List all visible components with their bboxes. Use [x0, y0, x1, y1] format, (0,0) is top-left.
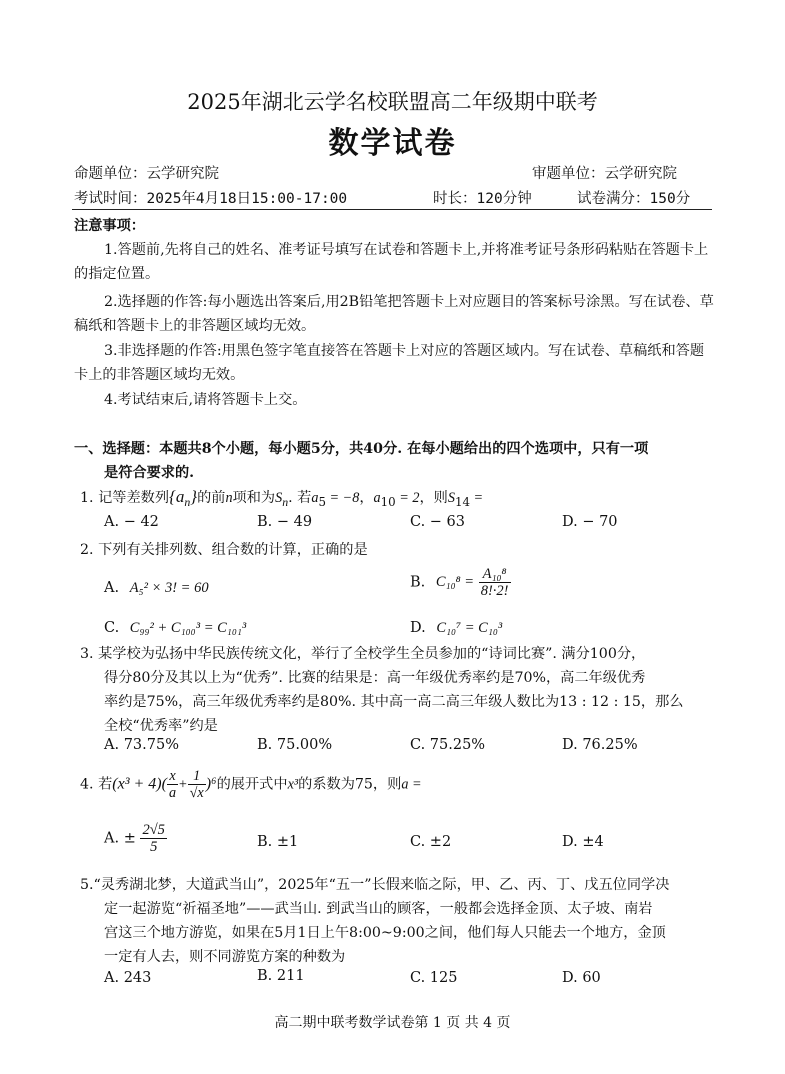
notice-heading: 注意事项：: [74, 218, 145, 234]
question-3-line-3: 率约是75%，高三年级优秀率约是80%. 其中高一高二高三年级人数比为13 : 12 : 15，那么: [104, 694, 684, 710]
question-number: 5.: [80, 877, 94, 893]
author-unit: 命题单位：云学研究院: [74, 166, 219, 182]
exam-time: 考试时间：2025年4月18日15:00-17:00: [74, 191, 348, 207]
q2-option-a[interactable]: A. A₅² × 3! = 60: [104, 580, 209, 596]
q3-option-a[interactable]: A. 73.75%: [104, 737, 179, 753]
q2-option-b[interactable]: B. C₁₀⁸ = $\frac{\text{A₁₀⁸}}{8!\cdot 2!}$: [410, 566, 509, 599]
question-5-line-4: 一定有人去，则不同游览方案的种数为: [104, 949, 346, 965]
fraction: $\frac{2√5}{5}$: [142, 822, 165, 855]
fraction-x-over-a: $\frac{x}{a}$: [168, 768, 177, 801]
question-2-stem: 2. 下列有关排列数、组合数的计算，正确的是: [80, 542, 368, 558]
subject-title: 数学试卷: [328, 126, 457, 161]
section-heading-cont: 是符合要求的.: [104, 465, 195, 481]
review-unit: 审题单位：云学研究院: [532, 166, 677, 182]
question-number: 4.: [80, 776, 94, 793]
q5-option-b[interactable]: B. 211: [257, 968, 305, 984]
question-number: 2.: [80, 542, 94, 558]
question-5-line-3: 宫这三个地方游览，如果在5月1日上午8:00~9:00之间，他们每人只能去一个地方，金顶: [104, 925, 666, 941]
q2-option-d[interactable]: D. C₁₀⁷ = C₁₀³: [410, 620, 503, 636]
q2-option-c[interactable]: C. C₉₉² + C₁₀₀³ = C₁₀₁³: [104, 620, 247, 636]
fraction: $\frac{\text{A₁₀⁸}}{8!\cdot 2!}$: [480, 566, 509, 599]
question-number: 3.: [80, 646, 94, 662]
question-1-stem: 1. 记等差数列$\{a_n\}$的前n项和为$S_n$. 若$a_5 = -8$，$a_{10} = 2$，则$S_{14}$ =: [80, 487, 484, 509]
notice-item-1: 1.答题前,先将自己的姓名、准考证号填写在试卷和答题卡上,并将准考证号条形码粘贴在答题卡上的指定位置。: [74, 242, 709, 282]
q5-option-a[interactable]: A. 243: [104, 970, 152, 986]
q1-option-b[interactable]: B. − 49: [257, 514, 313, 530]
q1-option-a[interactable]: A. − 42: [104, 514, 159, 530]
question-3-line-2: 得分80分及其以上为“优秀”. 比赛的结果是：高一年级优秀率约是70%，高二年级优秀: [104, 670, 646, 686]
q4-option-b[interactable]: B. ±1: [257, 834, 299, 850]
q4-option-a[interactable]: A. ± $\frac{2√5}{5}$: [104, 822, 165, 855]
q5-option-d[interactable]: D. 60: [562, 970, 601, 986]
header-rule: [72, 209, 712, 210]
q3-option-c[interactable]: C. 75.25%: [410, 737, 486, 753]
full-score: 试卷满分：150分: [577, 191, 691, 207]
fraction-1-over-sqrtx: $\frac{1}{√x}$: [189, 768, 204, 801]
question-3-line-1: 3. 某学校为弘扬中华民族传统文化，举行了全校学生全员参加的“诗词比赛”. 满分100分，: [80, 646, 646, 662]
duration: 时长：120分钟: [433, 191, 532, 207]
page-footer: 高二期中联考数学试卷第 1 页 共 4 页: [274, 1015, 511, 1031]
question-3-line-4: 全校“优秀率”约是: [104, 718, 218, 734]
question-5-line-1: 5.“灵秀湖北梦，大道武当山”，2025年“五一”长假来临之际，甲、乙、丙、丁、戊五位同学决: [80, 877, 670, 893]
question-number: 1.: [80, 490, 94, 506]
notice-item-3: 3.非选择题的作答:用黑色签字笔直接答在答题卡上对应的答题区域内。写在试卷、草稿纸和答题卡上的非答题区域均无效。: [74, 343, 705, 383]
q4-option-c[interactable]: C. ±2: [410, 834, 452, 850]
question-4-stem: 4. 若(x³ + 4)( $\frac{x}{a}$ + $\frac{1}{√x}$ )⁶的展开式中x³的系数为75，则a =: [80, 768, 422, 801]
q1-option-c[interactable]: C. − 63: [410, 514, 466, 530]
question-5-line-2: 定一起游览“祈福圣地”——武当山. 到武当山的顾客，一般都会选择金顶、太子坡、南岩: [104, 901, 653, 917]
q5-option-c[interactable]: C. 125: [410, 970, 458, 986]
q1-option-d[interactable]: D. − 70: [562, 514, 618, 530]
section-heading: 一、选择题：本题共8个小题，每小题5分，共40分. 在每小题给出的四个选项中，只有一项: [74, 441, 649, 457]
q3-option-b[interactable]: B. 75.00%: [257, 737, 333, 753]
notice-item-2: 2.选择题的作答:每小题选出答案后,用2B铅笔把答题卡上对应题目的答案标号涂黑。写在试卷、草稿纸和答题卡上的非答题区域均无效。: [74, 294, 714, 334]
q3-option-d[interactable]: D. 76.25%: [562, 737, 638, 753]
exam-title: 2025年湖北云学名校联盟高二年级期中联考: [187, 90, 598, 114]
q4-option-d[interactable]: D. ±4: [562, 834, 604, 850]
notice-item-4: 4.考试结束后,请将答题卡上交。: [104, 392, 307, 408]
